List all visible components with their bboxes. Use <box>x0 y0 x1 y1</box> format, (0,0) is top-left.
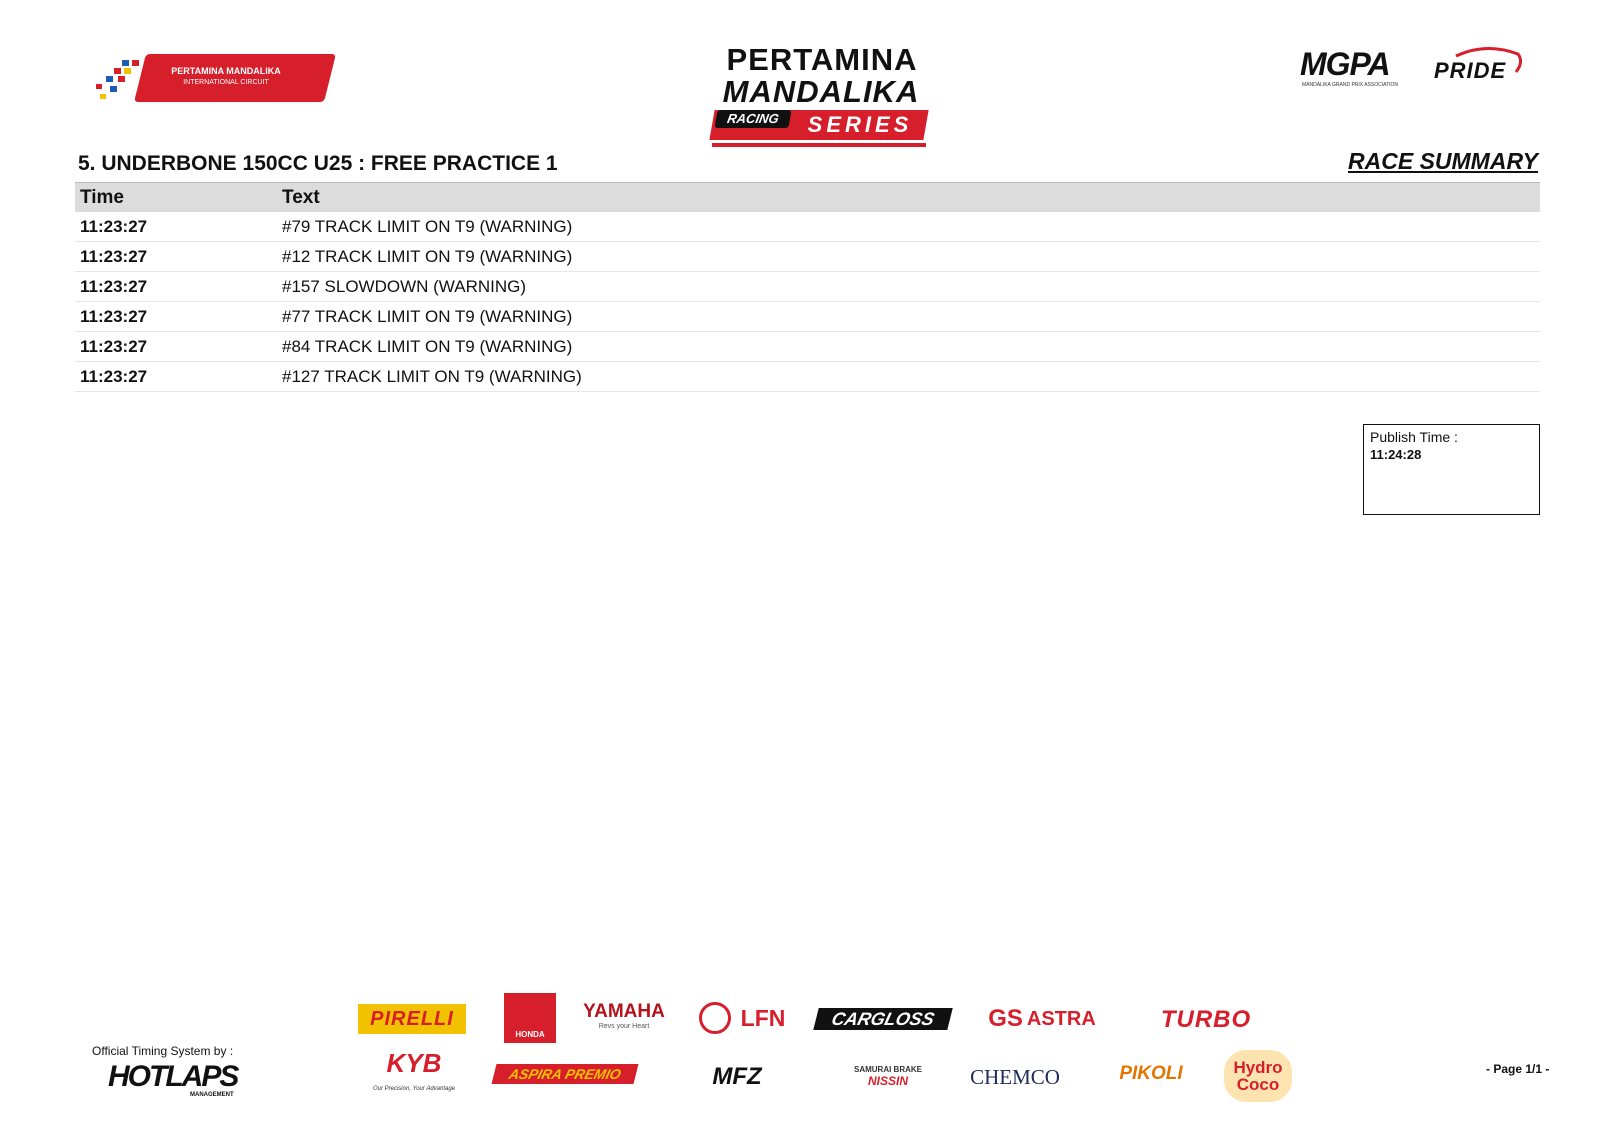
hotlaps-logo-text: HOTLAPS <box>108 1060 238 1093</box>
row-time: 11:23:27 <box>80 306 148 326</box>
publish-time-label: Publish Time : <box>1370 429 1458 445</box>
table-row <box>75 212 1540 242</box>
pride-logo <box>1426 44 1526 84</box>
mgpa-logo <box>1300 46 1416 88</box>
honda-logo: HONDA <box>504 993 556 1043</box>
gs-logo-text: GS <box>988 1005 1023 1032</box>
pride-logo-text: PRIDE <box>1434 58 1507 83</box>
row-time: 11:23:27 <box>80 276 148 296</box>
lfn-logo <box>690 1000 794 1036</box>
pirelli-logo: PIRELLI <box>358 1004 466 1034</box>
series-logo-line2: MANDALIKA <box>722 74 920 109</box>
row-time: 11:23:27 <box>80 246 148 266</box>
pertamina-mandalika-circuit-logo <box>92 50 332 108</box>
race-summary-table <box>75 182 1540 392</box>
nissin-logo <box>836 1060 940 1092</box>
series-logo-underline <box>712 143 926 147</box>
row-text: #79 TRACK LIMIT ON T9 (WARNING) <box>282 216 573 236</box>
official-timing-label: Official Timing System by : <box>92 1044 234 1058</box>
row-text: #157 SLOWDOWN (WARNING) <box>282 276 527 296</box>
table-row <box>75 302 1540 332</box>
series-logo-racing: RACING <box>714 110 791 128</box>
lfn-ring-icon <box>699 1002 731 1034</box>
aspira-premio-logo: ASPIRA PREMIO <box>492 1064 639 1084</box>
column-header-time: Time <box>80 186 125 208</box>
table-header <box>75 182 1540 212</box>
mfz-logo: MFZ <box>712 1063 762 1090</box>
cargloss-logo: CARGLOSS <box>813 1008 952 1030</box>
racing-series-logo <box>712 42 928 150</box>
yamaha-logo <box>574 998 674 1032</box>
pmic-logo-text: PERTAMINA MANDALIKA INTERNATIONAL CIRCUIT <box>171 66 281 86</box>
mgpa-logo-sub: MANDALIKA GRAND PRIX ASSOCIATION <box>1302 82 1399 88</box>
chemco-logo: CHEMCO <box>970 1064 1060 1089</box>
row-text: #12 TRACK LIMIT ON T9 (WARNING) <box>282 246 573 266</box>
pikoli-logo: PIKOLI <box>1119 1063 1183 1084</box>
row-text: #77 TRACK LIMIT ON T9 (WARNING) <box>282 306 573 326</box>
astra-logo-text: ASTRA <box>1026 1007 1096 1030</box>
series-logo-series: SERIES <box>807 112 913 137</box>
table-row <box>75 242 1540 272</box>
page-number: - Page 1/1 - <box>1486 1062 1550 1076</box>
yamaha-logo-text: YAMAHA <box>583 1000 665 1022</box>
table-row <box>75 272 1540 302</box>
coco-logo-text: Coco <box>1236 1075 1280 1094</box>
table-row <box>75 332 1540 362</box>
race-summary-label: RACE SUMMARY <box>1348 148 1538 174</box>
row-time: 11:23:27 <box>80 366 148 386</box>
hotlaps-logo-sub: MANAGEMENT <box>190 1092 234 1098</box>
kyb-logo <box>362 1048 466 1094</box>
gs-astra-logo <box>980 1004 1104 1034</box>
pertamax-turbo-logo: TURBO <box>1160 1006 1252 1033</box>
nissin-logo-sub: SAMURAI BRAKE <box>854 1064 922 1074</box>
hotlaps-logo <box>100 1060 250 1100</box>
publish-time-value: 11:24:28 <box>1370 447 1422 462</box>
mgpa-logo-text: MGPA <box>1300 46 1390 82</box>
hydro-coco-logo <box>1224 1050 1292 1102</box>
hydro-logo-text: Hydro <box>1233 1058 1283 1077</box>
kyb-logo-sub: Our Precision, Your Advantage <box>372 1086 456 1092</box>
row-time: 11:23:27 <box>80 336 148 356</box>
page-title: 5. UNDERBONE 150CC U25 : FREE PRACTICE 1 <box>78 152 558 175</box>
table-row <box>75 362 1540 392</box>
kyb-logo-text: KYB <box>386 1048 442 1078</box>
column-header-text: Text <box>282 186 320 208</box>
nissin-logo-text: NISSIN <box>867 1073 908 1088</box>
row-time: 11:23:27 <box>80 216 148 236</box>
row-text: #84 TRACK LIMIT ON T9 (WARNING) <box>282 336 573 356</box>
lfn-logo-text: LFN <box>740 1004 786 1031</box>
series-logo-line1: PERTAMINA <box>726 42 918 77</box>
yamaha-logo-sub: Revs your Heart <box>598 1022 650 1030</box>
row-text: #127 TRACK LIMIT ON T9 (WARNING) <box>282 366 582 386</box>
publish-time-box <box>1363 424 1540 515</box>
